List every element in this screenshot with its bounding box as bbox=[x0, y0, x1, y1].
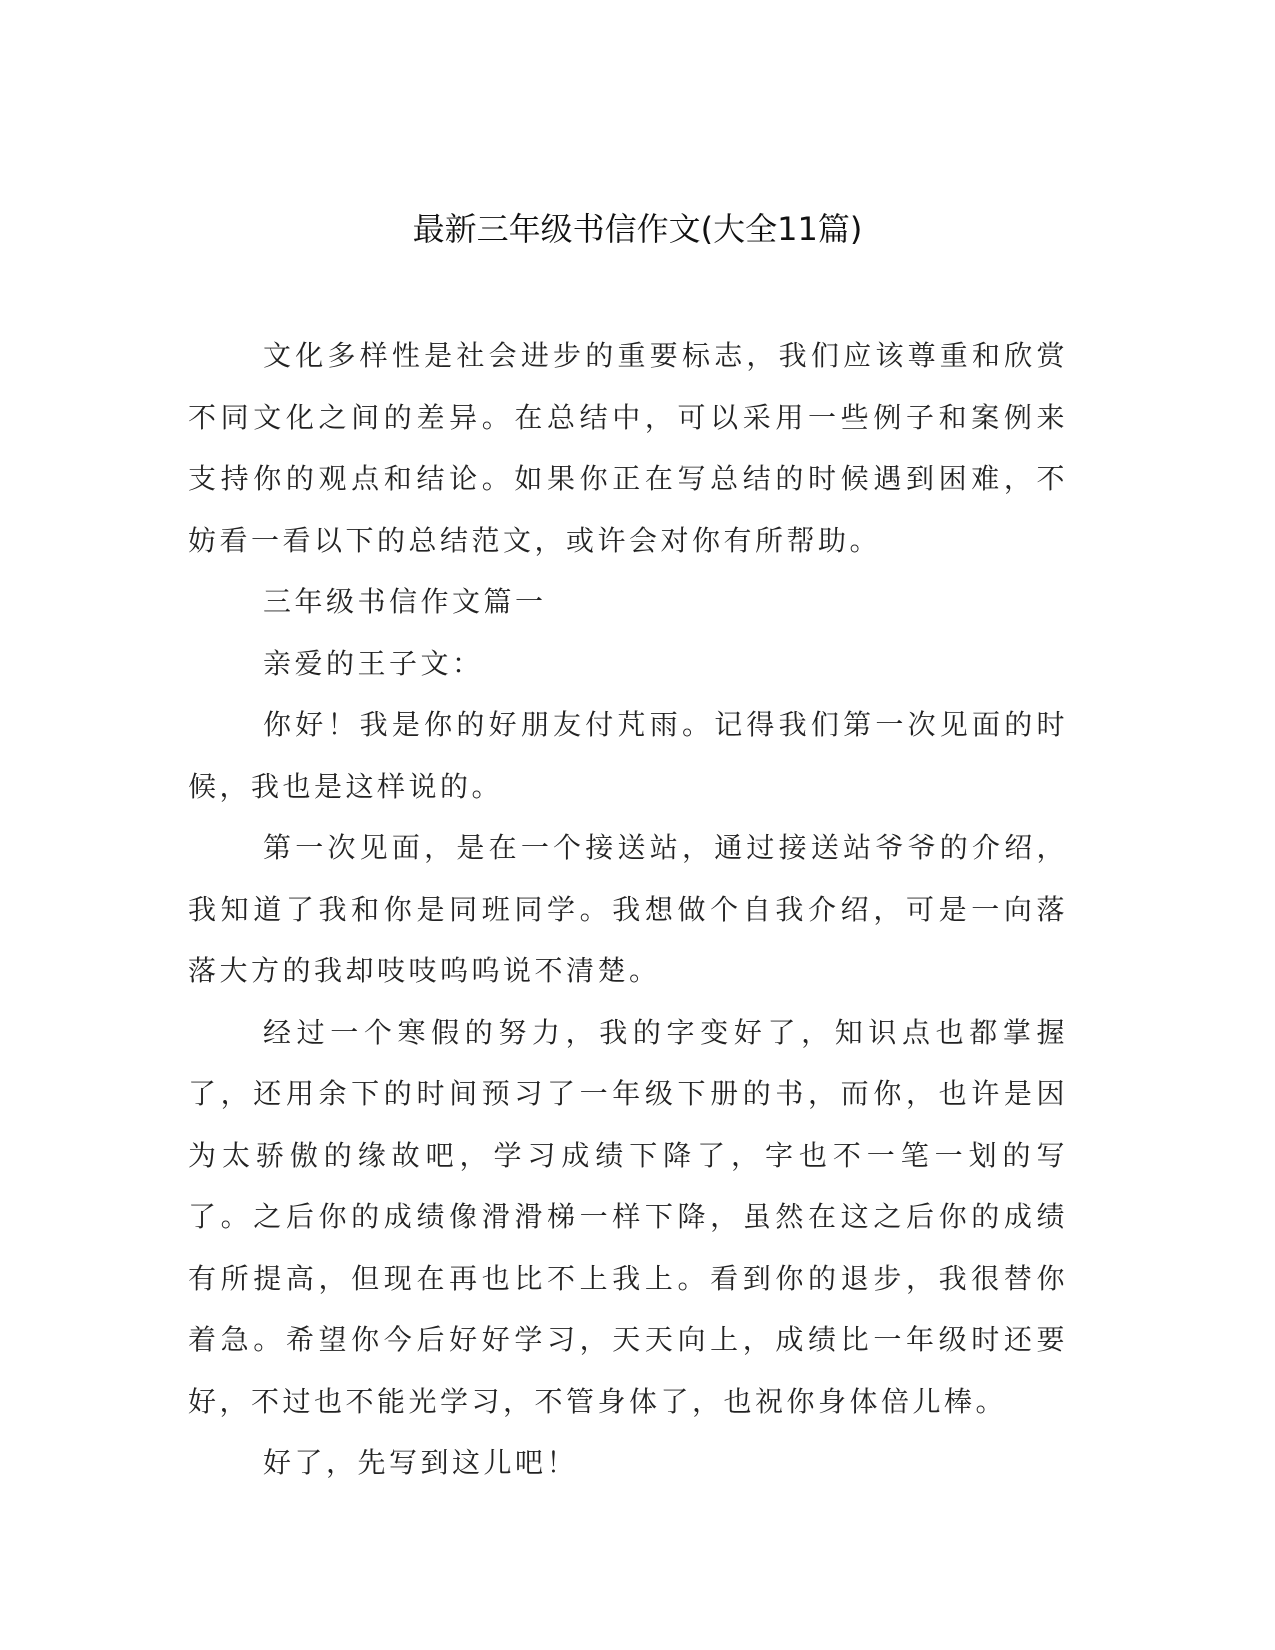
document-title: 最新三年级书信作文(大全11篇) bbox=[412, 210, 863, 248]
section-heading: 三年级书信作文篇一 bbox=[263, 585, 547, 618]
letter-salutation: 亲爱的王子文： bbox=[263, 646, 484, 680]
document-body bbox=[188, 325, 1068, 1494]
letter-paragraph: 经过一个寒假的努力，我的字变好了，知识点也都掌握了，还用余下的时间预习了一年级下册的书，而你，也许是因为太骄傲的缘故吧，学习成绩下降了，字也不一笔一划的写了。之后你的成绩像滑滑梯一样下降，虽然在这之后你的成绩有所提高，但现在再也比不上我上。看到你的退步，我很替你着急。希望你今后好好学习，天天向上，成绩比一年级时还要好，不过也不能光学习，不管身体了，也祝你身体倍儿棒。 bbox=[188, 1015, 1068, 1418]
letter-closing: 好了，先写到这儿吧！ bbox=[263, 1446, 579, 1479]
letter-paragraph: 你好！我是你的好朋友付芃雨。记得我们第一次见面的时候，我也是这样说的。 bbox=[188, 708, 1068, 803]
letter-paragraph: 第一次见面，是在一个接送站，通过接送站爷爷的介绍，我知道了我和你是同班同学。我想做个自我介绍，可是一向落落大方的我却吱吱呜呜说不清楚。 bbox=[188, 831, 1068, 987]
intro-paragraph: 文化多样性是社会进步的重要标志，我们应该尊重和欣赏不同文化之间的差异。在总结中，可以采用一些例子和案例来支持你的观点和结论。如果你正在写总结的时候遇到困难，不妨看一看以下的总结范文，或许会对你有所帮助。 bbox=[188, 339, 1068, 557]
